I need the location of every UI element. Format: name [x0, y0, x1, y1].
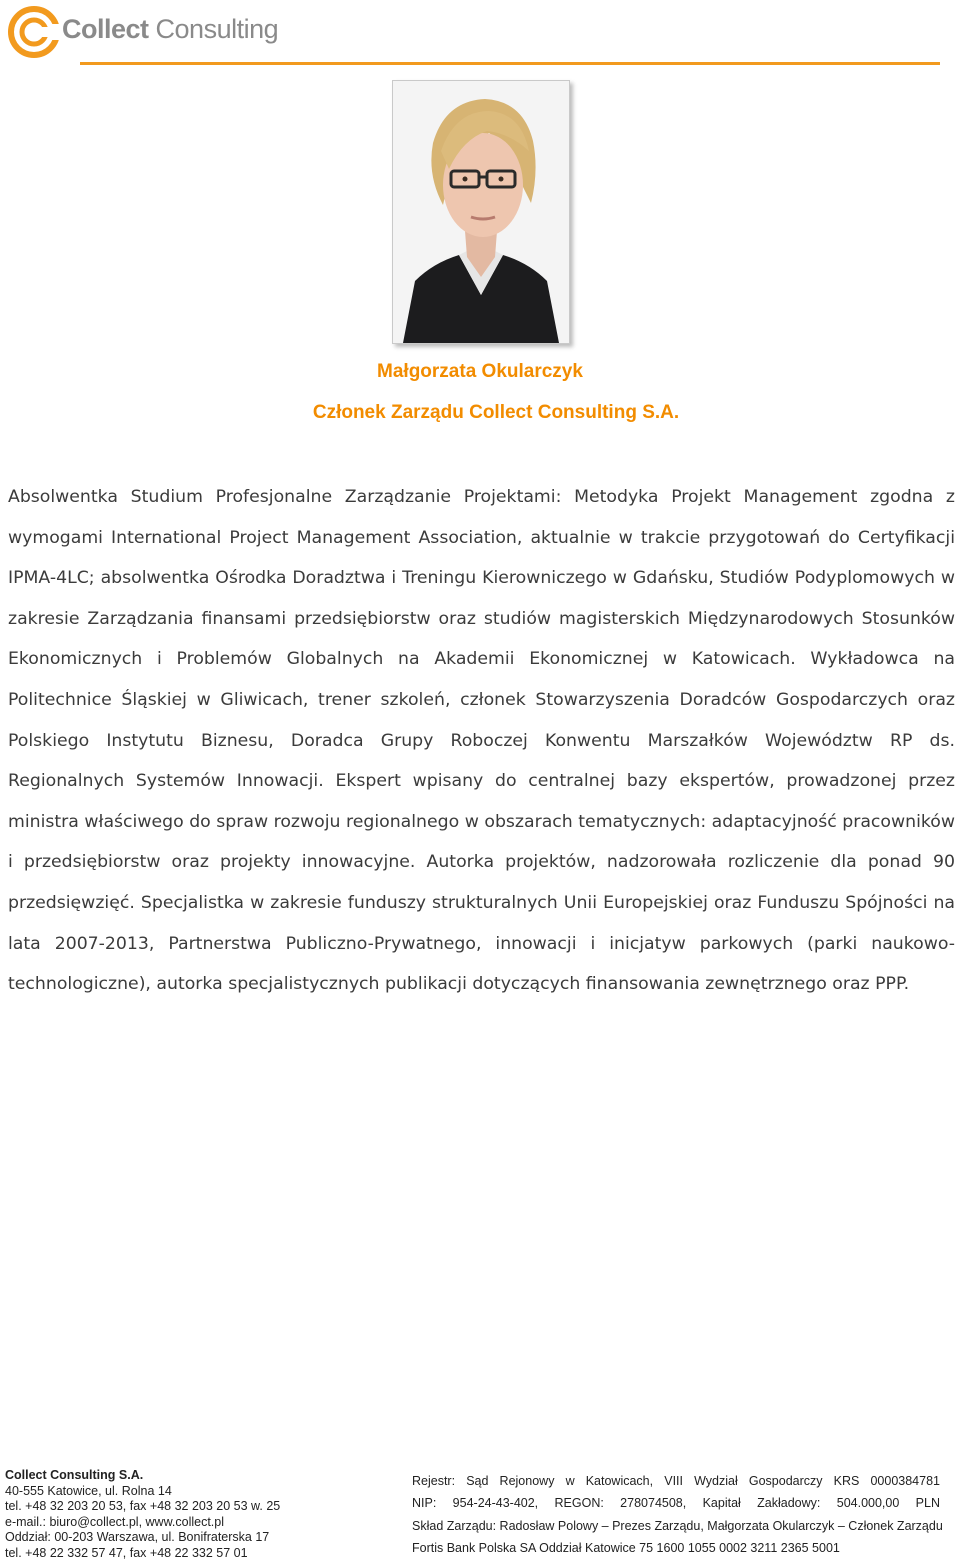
footer-legal	[412, 1470, 940, 1560]
page-footer	[0, 1468, 960, 1560]
logo-word-consulting: Consulting	[156, 14, 279, 44]
footer-register: Rejestr: Sąd Rejonowy w Katowicach, VIII Wydział Gospodarczy KRS 0000384781	[412, 1470, 940, 1492]
logo-wordmark	[62, 14, 278, 45]
collect-c-logo-icon	[8, 6, 60, 58]
header-divider	[80, 62, 940, 65]
footer-branch-phone: tel. +48 22 332 57 47, fax +48 22 332 57 01	[5, 1546, 335, 1561]
portrait-photo-icon	[393, 81, 569, 343]
page-header	[0, 0, 960, 70]
footer-email: e-mail.: biuro@collect.pl, www.collect.pl	[5, 1515, 335, 1531]
footer-contact	[5, 1468, 335, 1561]
biography-paragraph: Absolwentka Studium Profesjonalne Zarządzanie Projektami: Metodyka Projekt Management zgodna z wymogami International Project Management Association, aktualnie w trakcie przygotowań do Certyfikacji IPMA-4LC; absolwentka Ośrodka Doradztwa i Treningu Kierowniczego w Gdańsku, Studiów Podyplomowych w zakresie Zarządzania finansami przedsiębiorstw oraz studiów magisterskich Międzynarodowych Stosunków Ekonomicznych i Problemów Globalnych na Akademii Ekonomicznej w Katowicach. Wykładowca na Politechnice Śląskiej w Gliwicach, trener szkoleń, członek Stowarzyszenia Doradców Gospodarczych oraz Polskiego Instytutu Biznesu, Doradca Grupy Roboczej Konwentu Marszałków Województw RP ds. Regionalnych Systemów Innowacji. Ekspert wpisany do centralnej bazy ekspertów, prowadzonej przez ministra właściwego do spraw rozwoju regionalnego w obszarach tematycznych: adaptacyjność pracowników i przedsiębiorstw oraz projekty innowacyjne. Autorka projektów, nadzorowała rozliczenie dla ponad 90 przedsięwzięć. Specjalistka w zakresie funduszy strukturalnych Unii Europejskiej oraz Funduszu Spójności na lata 2007-2013, Partnerstwa Publiczno-Prywatnego, innowacji i inicjatyw parkowych (parki naukowo-technologiczne), autorka specjalistycznych publikacji dotyczących finansowania zewnętrznego oraz PPP.	[8, 477, 955, 1005]
person-role: Członek Zarządu Collect Consulting S.A.	[16, 402, 960, 424]
footer-company-name: Collect Consulting S.A.	[5, 1468, 335, 1484]
footer-branch: Oddział: 00-203 Warszawa, ul. Bonifraterska 17	[5, 1530, 335, 1546]
person-name: Małgorzata Okularczyk	[0, 361, 960, 383]
portrait-photo	[392, 80, 570, 344]
footer-bank: Fortis Bank Polska SA Oddział Katowice 75 1600 1055 0002 3211 2365 5001	[412, 1537, 940, 1559]
footer-board: Skład Zarządu: Radosław Polowy – Prezes Zarządu, Małgorzata Okularczyk – Członek Zarządu	[412, 1515, 940, 1537]
footer-address: 40-555 Katowice, ul. Rolna 14	[5, 1484, 335, 1500]
footer-nip: NIP: 954-24-43-402, REGON: 278074508, Kapitał Zakładowy: 504.000,00 PLN	[412, 1492, 940, 1514]
footer-phone: tel. +48 32 203 20 53, fax +48 32 203 20 53 w. 25	[5, 1499, 335, 1515]
logo-word-collect: Collect	[62, 14, 149, 44]
